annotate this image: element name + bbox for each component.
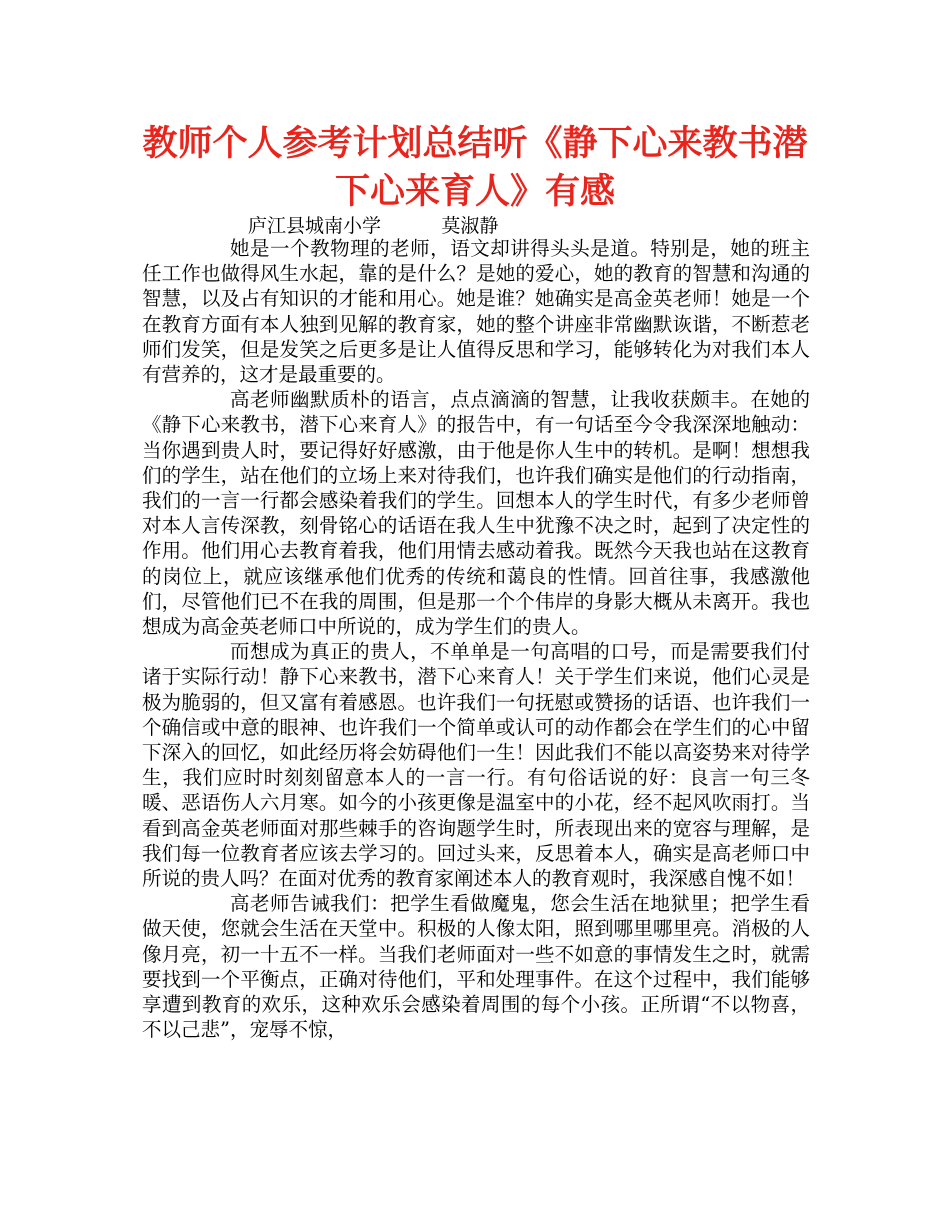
- byline-school: 庐江县城南小学: [248, 215, 382, 237]
- byline-author: 莫淑静: [441, 215, 499, 237]
- body-paragraph: 高老师幽默质朴的语言，点点滴滴的智慧，让我收获颇丰。在她的《静下心来教书，潜下心来育人》的报告中，有一句话至今令我深深地触动：当你遇到贵人时，要记得好好感激，由于他是你人生中的转机。是啊！想想我们的学生，站在他们的立场上来对待我们，也许我们确实是他们的行动指南，我们的一言一行都会感染着我们的学生。回想本人的学生时代，有多少老师曾对本人言传深教，刻骨铭心的话语在我人生中犹豫不决之时，起到了决定性的作用。他们用心去教育着我，他们用情去感动着我。既然今天我也站在这教育的岗位上，就应该继承他们优秀的传统和蔼良的性情。回首往事，我感激他们，尽管他们已不在我的周围，但是那一个个伟岸的身影大概从未离开。我也想成为高金英老师口中所说的，成为学生们的贵人。: [142, 388, 810, 639]
- body-paragraph: 高老师告诫我们：把学生看做魔鬼，您会生活在地狱里；把学生看做天使，您就会生活在天堂中。积极的人像太阳，照到哪里哪里亮。消极的人像月亮，初一十五不一样。当我们老师面对一些不如意的事情发生之时，就需要找到一个平衡点，正确对待他们，平和处理事件。在这个过程中，我们能够享遭到教育的欢乐，这种欢乐会感染着周围的每个小孩。正所谓“不以物喜，不以己悲”，宠辱不惊，: [142, 892, 810, 1042]
- document-title: 教师个人参考计划总结听《静下心来教书潜下心来育人》有感: [142, 124, 808, 212]
- body-paragraph: 而想成为真正的贵人，不单单是一句高唱的口号，而是需要我们付诸于实际行动！静下心来教书，潜下心来育人！关于学生们来说，他们心灵是极为脆弱的，但又富有着感恩。也许我们一句抚慰或赞扬的话语、也许我们一个确信或中意的眼神、也许我们一个简单或认可的动作都会在学生们的心中留下深入的回忆，如此经历将会妨碍他们一生！因此我们不能以高姿势来对待学生，我们应时时刻刻留意本人的一言一行。有句俗话说的好：良言一句三冬暖、恶语伤人六月寒。如今的小孩更像是温室中的小花，经不起风吹雨打。当看到高金英老师面对那些棘手的咨询题学生时，所表现出来的宽容与理解，是我们每一位教育者应该去学习的。回过头来，反思着本人，确实是高老师口中所说的贵人吗？在面对优秀的教育家阐述本人的教育观时，我深感自愧不如！: [142, 640, 810, 891]
- document-body: [142, 236, 810, 1043]
- body-paragraph: 她是一个教物理的老师，语文却讲得头头是道。特别是，她的班主任工作也做得风生水起，靠的是什么？是她的爱心，她的教育的智慧和沟通的智慧，以及占有知识的才能和用心。她是谁？她确实是高金英老师！她是一个在教育方面有本人独到见解的教育家，她的整个讲座非常幽默诙谐，不断惹老师们发笑，但是发笑之后更多是让人值得反思和学习，能够转化为对我们本人有营养的，这才是最重要的。: [142, 237, 810, 387]
